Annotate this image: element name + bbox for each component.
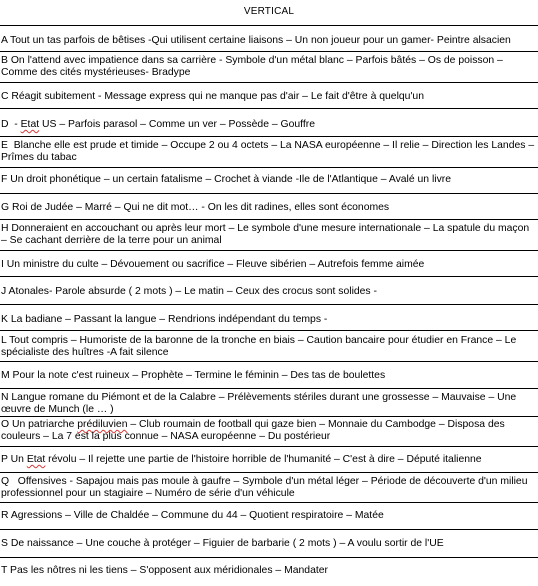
clue-row-g: G Roi de Judée – Marré – Qui ne dit mot… - On les dit radines, elles sont économes	[1, 202, 390, 213]
row-divider	[0, 304, 538, 305]
clue-row-q: Q Offensives - Sapajou mais pas moule à gaufre – Symbole d'un métal léger – Période de découverte d'un milieu professionnel pour un stagiaire – Numéro de série d'un véhicule	[1, 476, 531, 499]
clue-row-m: M Pour la note c'est ruineux – Prophète – Termine le féminin – Des tas de boulettes	[1, 370, 386, 381]
clue-row-d	[1, 119, 536, 131]
clue-row-n: N Langue romane du Piémont et de la Calabre – Prélèvements stériles durant une grossesse – Mauvaise – Une œuvre de Munch (le … )	[1, 392, 520, 415]
row-divider	[0, 51, 538, 52]
row-divider	[0, 361, 538, 362]
clue-p-prefix: P Un	[1, 454, 27, 465]
clue-row-j: J Atonales- Parole absurde ( 2 mots ) – Le matin – Ceux des crocus sont solides -	[1, 286, 377, 297]
clue-row-l: L Tout compris – Humoriste de la baronne de la tronche en biais – Caution bancaire pour étudier en France – Le spécialiste des huîtres -A fait silence	[1, 335, 520, 358]
row-divider	[0, 557, 538, 558]
clue-row-f: F Un droit phonétique – un certain fatalisme – Crochet à viande -Ile de l'Atlantique – Avalé un livre	[1, 174, 452, 185]
row-divider	[0, 472, 538, 473]
clue-row-s: S De naissance – Une couche à protéger – Figuier de barbarie ( 2 mots ) – A voulu sortir de l'UE	[1, 538, 444, 549]
clue-row-p	[1, 454, 536, 466]
clue-row-c: C Réagit subitement - Message express qui ne manque pas d'air – Le fait d'être à quelqu'un	[1, 91, 424, 102]
row-divider	[0, 330, 538, 331]
clue-o-spellcheck-word: prédiluvien	[77, 419, 128, 430]
clue-row-t: T Pas les nôtres ni les tiens – S'opposent aux méridionales – Mandater	[1, 565, 328, 576]
clue-d-spellcheck-word: Etat	[20, 119, 40, 130]
row-divider	[0, 529, 538, 530]
row-divider	[0, 416, 538, 417]
clue-row-e: E Blanche elle est prude et timide – Occupe 2 ou 4 octets – La NASA européenne – Il relie – Direction les Landes – Prîmes du tabac	[1, 140, 538, 163]
clue-p-rest: révolu – Il rejette une partie de l'histoire horrible de l'humanité – C'est à dire – Député italienne	[45, 454, 482, 465]
clue-row-i: I Un ministre du culte – Dévouement ou sacrifice – Fleuve sibérien – Autrefois femme aimée	[1, 259, 425, 270]
clue-p-spellcheck-word: Etat	[26, 454, 46, 465]
row-divider	[0, 82, 538, 83]
row-divider	[0, 193, 538, 194]
clue-row-k: K La badiane – Passant la langue – Rendrions indépendant du temps -	[1, 314, 328, 325]
clue-o-rest: – Club roumain de football qui gaze bien – Monnaie du Cambodge – Disposa des couleurs – La 7 est la plus connue – NASA européenne – Du postérieur	[1, 419, 508, 442]
clue-row-h: H Donneraient en accouchant ou après leur mort – Le symbole d'une mesure internationale – La spatule du maçon – Se cachant derrière de la terre pour un animal	[1, 223, 533, 246]
clue-o-prefix: O Un patriarche	[1, 419, 78, 430]
clue-d-rest: US – Parfois parasol – Comme un ver – Possède – Gouffre	[39, 119, 315, 130]
clue-d-prefix: D -	[1, 119, 21, 130]
row-divider	[0, 219, 538, 220]
row-divider	[0, 250, 538, 251]
document-title: VERTICAL	[243, 6, 295, 17]
clue-row-b: B On l'attend avec impatience dans sa carrière - Symbole d'un métal blanc – Parfois bâtés – Os de poisson – Comme des cités mystérieuses- Bradype	[1, 55, 506, 78]
row-divider	[0, 136, 538, 137]
row-divider	[0, 276, 538, 277]
row-divider	[0, 108, 538, 109]
row-divider	[0, 446, 538, 447]
row-divider	[0, 388, 538, 389]
row-divider	[0, 25, 538, 26]
row-divider	[0, 502, 538, 503]
clue-row-a: A Tout un tas parfois de bêtises -Qui utilisent certaine liaisons – Un non joueur pour un gamer- Peintre alsacien	[1, 35, 511, 46]
clue-row-o	[1, 419, 536, 443]
row-divider	[0, 167, 538, 168]
clue-row-r: R Agressions – Ville de Chaldée – Commune du 44 – Quotient respiratoire – Matée	[1, 510, 384, 521]
